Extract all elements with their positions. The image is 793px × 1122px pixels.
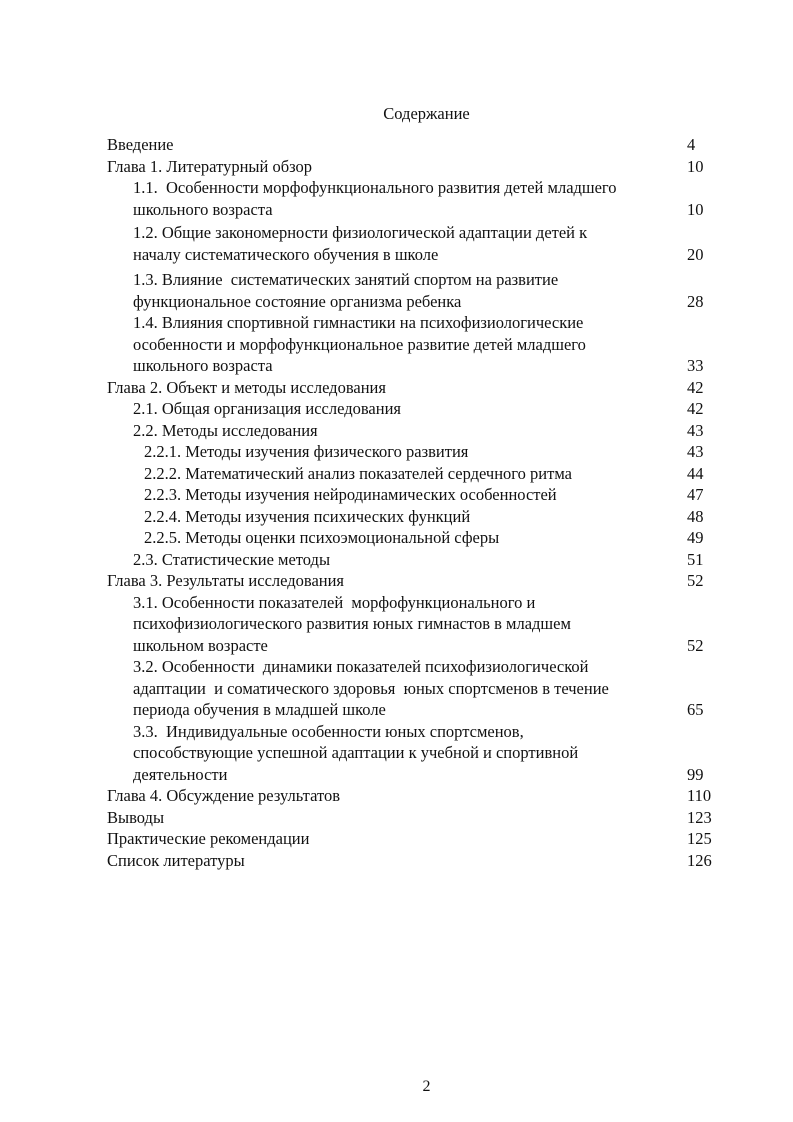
toc-entry-page: 65	[687, 700, 704, 719]
toc-entry-page: 48	[687, 506, 704, 526]
toc-entry-references	[107, 850, 747, 872]
toc-entry-page: 110	[687, 786, 712, 805]
toc-entry-text: 3.3. Индивидуальные особенности юных спортсменов,	[133, 721, 524, 741]
toc-entry-text: школьном возрасте	[133, 635, 268, 655]
page-title: Содержание	[383, 104, 470, 123]
toc-entry-text: Глава 1. Литературный обзор	[107, 156, 313, 176]
toc-entry-text: 1.1. Особенности морфофункционального развития детей младшего	[133, 178, 617, 197]
toc-entry-3-2	[133, 656, 747, 721]
toc-entry-text: 2.2.1. Методы изучения физического развития	[144, 442, 469, 461]
toc-entry-2-2-4	[144, 506, 747, 528]
toc-entry-chapter-2	[107, 377, 747, 399]
toc-entry-page: 42	[687, 377, 704, 397]
toc-entry-introduction	[107, 134, 747, 156]
toc-entry-2-3	[133, 549, 747, 571]
toc-entry-page: 51	[687, 549, 704, 569]
toc-entry-text: 1.3. Влияние систематических занятий спортом на развитие	[133, 270, 559, 289]
page-number: 2	[422, 1078, 431, 1095]
toc-entry-text: Практические рекомендации	[107, 829, 310, 848]
toc-entry-2-2-2	[144, 463, 747, 485]
toc-entry-page: 49	[687, 528, 704, 547]
toc-entry-text: 2.2.4. Методы изучения психических функций	[144, 506, 471, 526]
toc-entry-text: школьного возраста	[133, 356, 273, 375]
toc-entry-chapter-1	[107, 156, 747, 178]
toc-entry-text: Глава 4. Обсуждение результатов	[107, 786, 340, 805]
toc-entry-text: Глава 2. Объект и методы исследования	[107, 377, 386, 397]
toc-entry-page: 126	[687, 850, 712, 870]
toc-entry-page: 47	[687, 485, 704, 504]
toc-entry-text: Введение	[107, 135, 174, 154]
toc-entry-text: 1.2. Общие закономерности физиологической адаптации детей к	[133, 223, 588, 242]
toc-entry-page: 20	[687, 244, 704, 264]
toc-entry-2-2	[133, 420, 747, 442]
toc-entry-1-4	[133, 312, 747, 377]
toc-entry-text: 2.2.2. Математический анализ показателей сердечного ритма	[144, 463, 572, 483]
toc-entry-page: 43	[687, 420, 704, 440]
toc-entry-conclusions	[107, 807, 747, 829]
table-of-contents	[107, 134, 747, 871]
toc-entry-1-2	[133, 222, 747, 265]
toc-entry-page: 10	[687, 199, 704, 219]
toc-entry-text: 3.2. Особенности динамики показателей психофизиологической	[133, 657, 589, 676]
toc-entry-text: периода обучения в младшей школе	[133, 700, 386, 719]
toc-entry-1-3	[133, 269, 747, 312]
toc-entry-text: адаптации и соматического здоровья юных спортсменов в течение	[133, 678, 609, 698]
toc-entry-text: 3.1. Особенности показателей морфофункционального и	[133, 592, 536, 612]
toc-entry-3-3	[133, 721, 747, 786]
toc-entry-3-1	[133, 592, 747, 657]
toc-entry-page: 4	[687, 135, 696, 154]
toc-entry-page: 28	[687, 291, 704, 311]
toc-entry-page: 125	[687, 829, 712, 848]
toc-entry-chapter-3	[107, 570, 747, 592]
toc-entry-text: 1.4. Влияния спортивной гимнастики на психофизиологические	[133, 313, 584, 332]
toc-entry-text: 2.3. Статистические методы	[133, 549, 331, 569]
toc-entry-text: особенности и морфофункциональное развитие детей младшего	[133, 334, 586, 354]
toc-entry-2-2-3	[144, 484, 747, 506]
toc-entry-chapter-4	[107, 785, 747, 807]
toc-entry-text: Список литературы	[107, 850, 245, 870]
toc-entry-recommendations	[107, 828, 747, 850]
toc-entry-2-2-1	[144, 441, 747, 463]
toc-entry-text: Глава 3. Результаты исследования	[107, 571, 345, 590]
toc-entry-text: Выводы	[107, 807, 165, 827]
toc-entry-text: способствующие успешной адаптации к учебной и спортивной	[133, 743, 579, 762]
toc-entry-text: 2.2.5. Методы оценки психоэмоциональной сферы	[144, 528, 500, 547]
toc-entry-page: 42	[687, 399, 704, 418]
toc-entry-page: 33	[687, 356, 704, 375]
toc-entry-page: 99	[687, 764, 704, 784]
toc-entry-text: 2.2. Методы исследования	[133, 420, 318, 440]
toc-entry-1-1	[133, 177, 747, 220]
toc-entry-page: 123	[687, 807, 712, 827]
toc-entry-2-1	[133, 398, 747, 420]
toc-entry-text: 2.2.3. Методы изучения нейродинамических особенностей	[144, 485, 557, 504]
toc-entry-text: функциональное состояние организма ребенка	[133, 291, 462, 311]
toc-entry-text: психофизиологического развития юных гимнастов в младшем	[133, 614, 571, 633]
toc-entry-text: школьного возраста	[133, 199, 273, 219]
toc-entry-page: 43	[687, 442, 704, 461]
toc-entry-text: деятельности	[133, 764, 228, 784]
toc-entry-page: 52	[687, 571, 704, 590]
toc-entry-text: началу систематического обучения в школе	[133, 244, 439, 264]
toc-entry-page: 52	[687, 635, 704, 655]
toc-entry-page: 10	[687, 156, 704, 176]
toc-entry-2-2-5	[144, 527, 747, 549]
toc-entry-text: 2.1. Общая организация исследования	[133, 399, 402, 418]
toc-entry-page: 44	[687, 463, 704, 483]
